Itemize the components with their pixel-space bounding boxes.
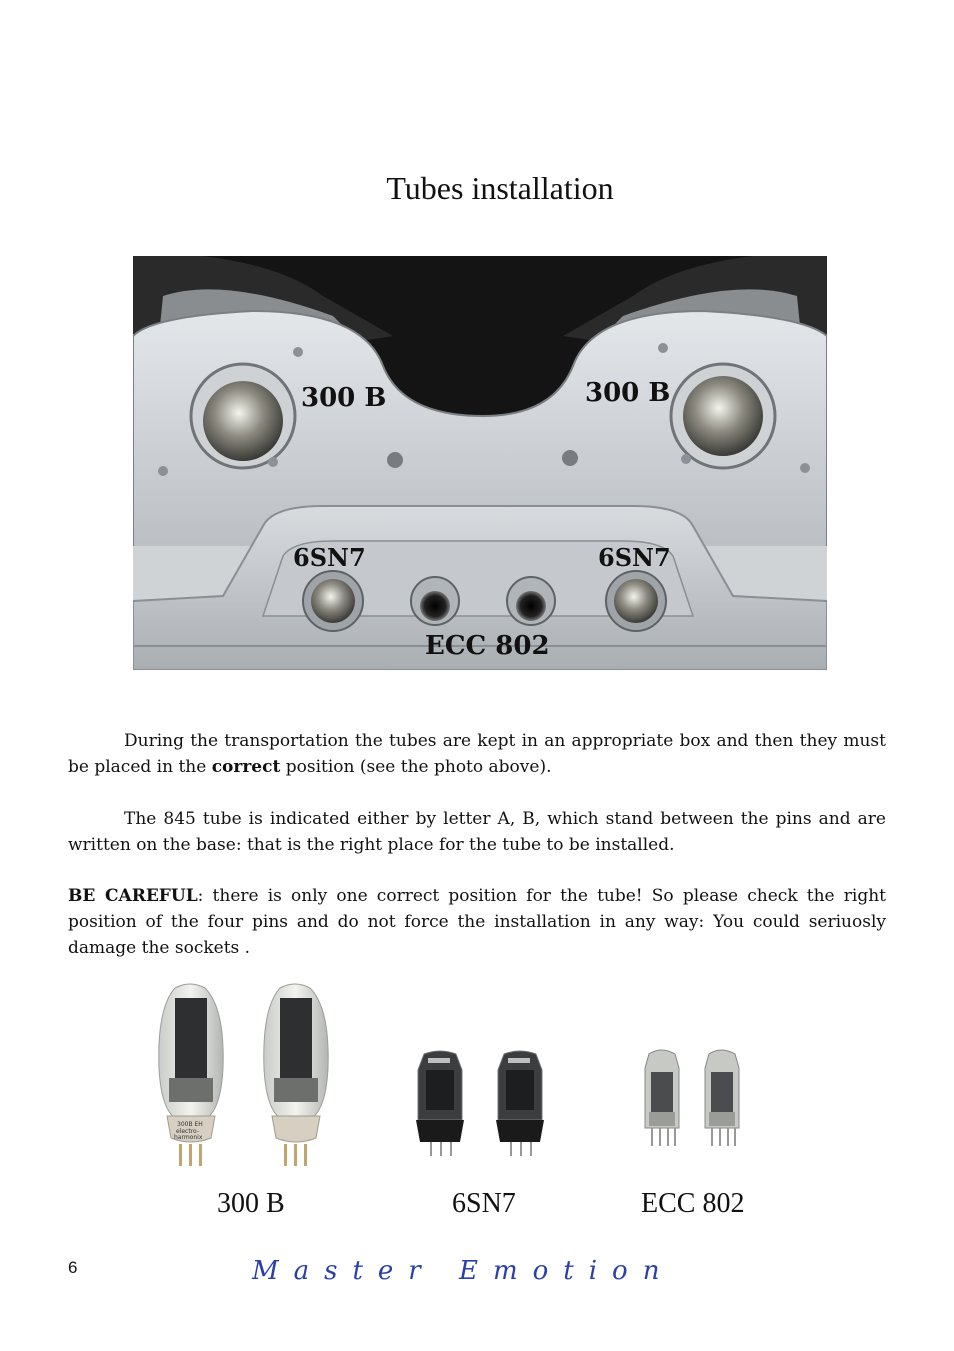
tube-ecc802-image — [641, 1048, 747, 1152]
paragraph-845-tube — [68, 806, 886, 858]
label-6sn7-left: 6SN7 — [293, 543, 366, 572]
page-title: Tubes installation — [386, 170, 614, 206]
label-300b-left: 300 B — [301, 383, 387, 413]
base-print-2: electro- — [176, 1128, 199, 1135]
p1-text-after: position (see the photo above). — [280, 757, 552, 777]
footer-brand: Master Emotion — [252, 1256, 675, 1286]
label-ecc802: ECC 802 — [425, 631, 550, 661]
label-300b-right: 300 B — [585, 378, 671, 408]
tube-6sn7-image — [412, 1050, 552, 1162]
caption-6sn7: 6SN7 — [452, 1188, 516, 1219]
caption-ecc802: ECC 802 — [641, 1188, 745, 1219]
base-print-3: harmonix — [174, 1134, 203, 1141]
p1-text-bold: correct — [211, 757, 281, 777]
base-print-1: 300B EH — [177, 1121, 203, 1128]
label-6sn7-right: 6SN7 — [598, 543, 671, 572]
amplifier-top-photo — [133, 256, 827, 670]
caption-300b: 300 B — [217, 1188, 285, 1219]
tube-300b-image — [145, 978, 345, 1178]
tube-images-row — [0, 978, 954, 1218]
amplifier-illustration — [133, 256, 827, 670]
page-number: 6 — [68, 1258, 78, 1277]
p3-text-bold: BE CAREFUL — [68, 886, 198, 906]
p2-text: The 845 tube is indicated either by letter A, B, which stand between the pins and are written on the base: that is the right place for the tube to be installed. — [68, 809, 886, 855]
p3-text-after: : there is only one correct position for the tube! So please check the right position of the four pins and do not force the installation in any way: You could seriuosly damage the sockets . — [68, 886, 886, 958]
paragraph-be-careful — [68, 883, 886, 961]
paragraph-transportation — [68, 728, 886, 780]
p1-text-before: During the transportation the tubes are kept in an appropriate box and then they must be placed in the — [68, 731, 886, 777]
